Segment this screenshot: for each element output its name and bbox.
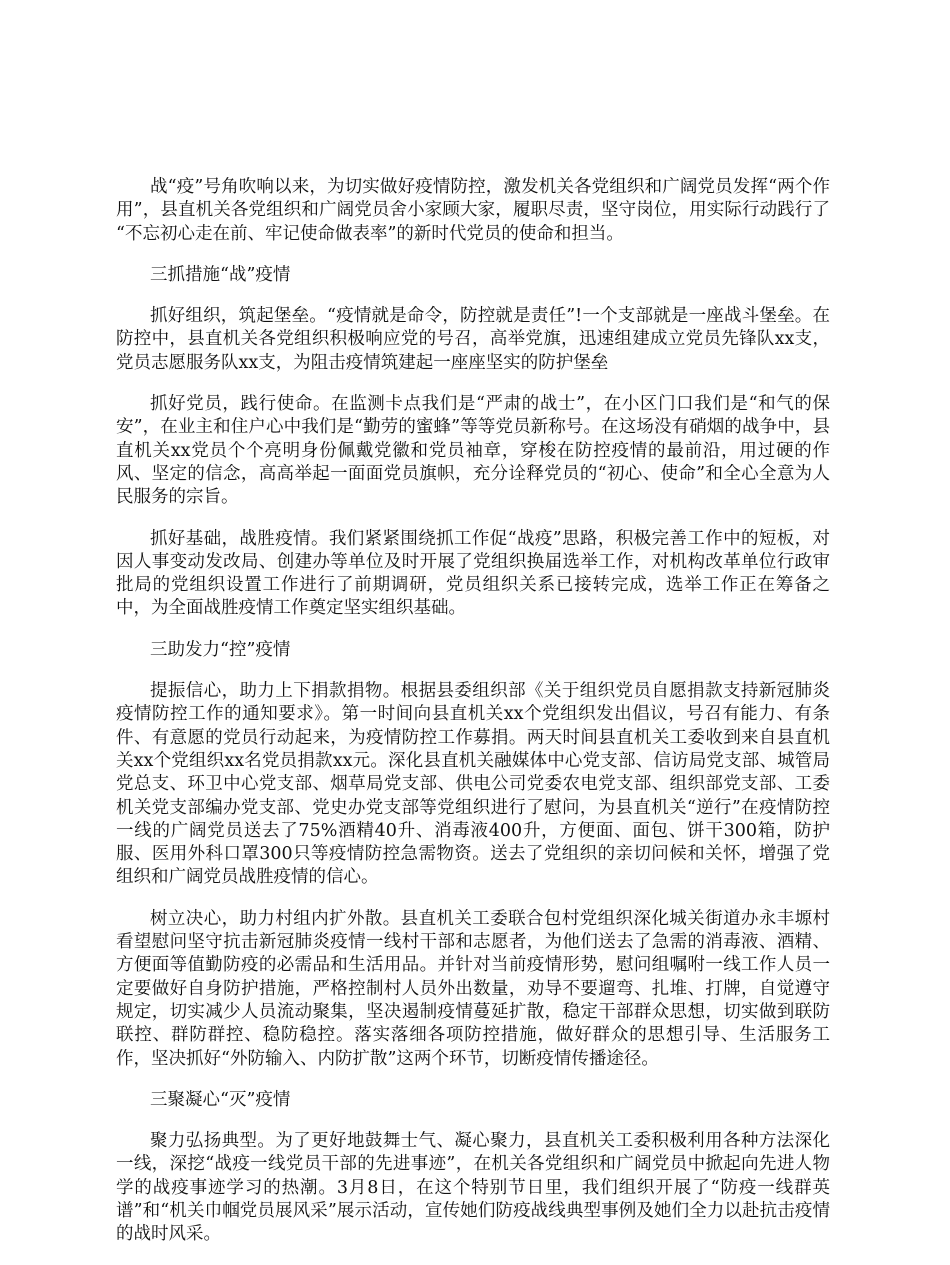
paragraph-foundation: 抓好基础，战胜疫情。我们紧紧围绕抓工作促“战疫”思路，积极完善工作中的短板，对因人事变动发改局、创建办等单位及时开展了党组织换届选举工作，对机构改革单位行政审批局的党组织设置工作进行了前期调研，党员组织关系已接转完成，选举工作正在筹备之中，为全面战胜疫情工作奠定坚实组织基础。: [116, 528, 830, 619]
paragraph-organization: 抓好组织，筑起堡垒。“疫情就是命令，防控就是责任”!一个支部就是一座战斗堡垒。在防控中，县直机关各党组织积极响应党的号召，高举党旗，迅速组建成立党员先锋队xx支，党员志愿服务队xx支，为阻击疫情筑建起一座座坚实的防护堡垒: [116, 306, 830, 373]
section-heading-fight: 三抓措施“战”疫情: [150, 264, 291, 285]
paragraph-intro: 战“疫”号角吹响以来，为切实做好疫情防控，激发机关各党组织和广阔党员发挥“两个作用”，县直机关各党组织和广阔党员舍小家顾大家，履职尽责，坚守岗位，用实际行动践行了 “不忘初心走在前、牢记使命做表率”的新时代党员的使命和担当。: [116, 177, 830, 244]
paragraph-role-models: 聚力弘扬典型。为了更好地鼓舞士气、凝心聚力，县直机关工委积极利用各种方法深化一线，深挖“战疫一线党员干部的先进事迹”，在机关各党组织和广阔党员中掀起向先进人物学的战疫事迹学习的热潮。3月8日，在这个特别节日里，我们组织开展了“防疫一线群英谱”和“机关巾帼党员展风采”展示活动，宣传她们防疫战线典型事例及她们全力以赴抗击疫情的战时风采。: [116, 1131, 830, 1245]
section-heading-eliminate: 三聚凝心“灭”疫情: [150, 1089, 291, 1110]
paragraph-party-members: 抓好党员，践行使命。在监测卡点我们是“严肃的战士”，在小区门口我们是“和气的保安”，在业主和住户心中我们是“勤劳的蜜蜂”等等党员新称号。在这场没有硝烟的战争中，县直机关xx党员个个亮明身份佩戴党徽和党员袖章，穿梭在防控疫情的最前沿，用过硬的作风、坚定的信念，高高举起一面面党员旗帜，充分诠释党员的“初心、使命”和全心全意为人民服务的宗旨。: [116, 394, 830, 508]
document-body: [116, 176, 830, 1265]
section-heading-control: 三助发力“控”疫情: [150, 639, 291, 660]
paragraph-village-support: 树立决心，助力村组内扩外散。县直机关工委联合包村党组织深化城关街道办永丰塬村看望慰问坚守抗击新冠肺炎疫情一线村干部和志愿者，为他们送去了急需的消毒液、酒精、方便面等值勤防疫的必需品和生活用品。并针对当前疫情形势，慰问组嘱咐一线工作人员一定要做好自身防护措施，严格控制村人员外出数量，劝导不要遛弯、扎堆、打牌，自觉遵守规定，切实减少人员流动聚集，坚决遏制疫情蔓延扩散，稳定干部群众思想，切实做到联防联控、群防群控、稳防稳控。落实落细各项防控措施，做好群众的思想引导、生活服务工作，坚决抓好“外防输入、内防扩散”这两个环节，切断疫情传播途径。: [116, 908, 830, 1069]
paragraph-donations: 提振信心，助力上下捐款捐物。根据县委组织部《关于组织党员自愿捐款支持新冠肺炎疫情防控工作的通知要求》。第一时间向县直机关xx个党组织发出倡议，号召有能力、有条件、有意愿的党员行动起来，为疫情防控工作募捐。两天时间县直机关工委收到来自县直机关xx个党组织xx名党员捐款xx元。深化县直机关融媒体中心党支部、信访局党支部、城管局党总支、环卫中心党支部、烟草局党支部、供电公司党委农电党支部、组织部党支部、工委机关党支部编办党支部、党史办党支部等党组织进行了慰问，为县直机关“逆行”在疫情防控一线的广阔党员送去了75%酒精40升、消毒液400升，方便面、面包、饼干300箱，防护服、医用外科口罩300只等疫情防控急需物资。送去了党组织的亲切问候和关怀，增强了党组织和广阔党员战胜疫情的信心。: [116, 681, 830, 888]
